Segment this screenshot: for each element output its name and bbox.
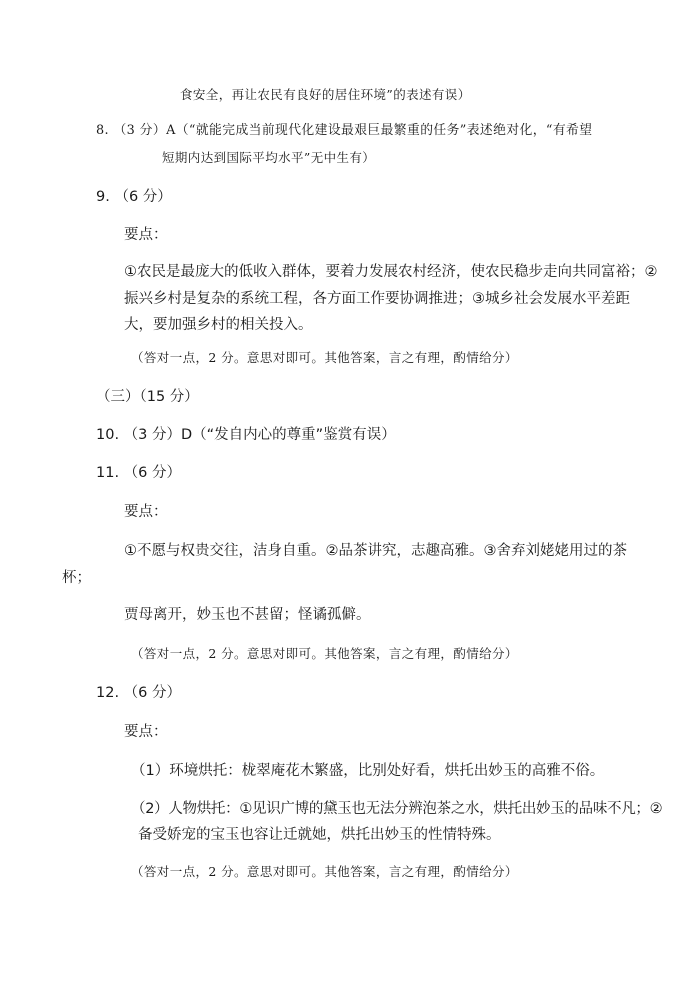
- q10-answer: 10. （3 分）D（“发自内心的尊重”鉴赏有误）: [96, 427, 396, 443]
- q11-answer-line-2: 杯；: [62, 570, 91, 586]
- q11-heading: 11. （6 分）: [96, 465, 182, 481]
- q9-answer-line-3: 大，要加强乡村的相关投入。: [124, 317, 313, 333]
- q12-answer-line-3: 备受娇宠的宝玉也容让迁就她，烘托出妙玉的性情特殊。: [138, 827, 501, 843]
- q7-continuation: 食安全，再让农民有良好的居住环境”的表述有误）: [180, 87, 471, 102]
- q11-answer-line-3: 贾母离开，妙玉也不甚留；怪谲孤僻。: [124, 607, 371, 623]
- q11-answer-line-1: ①不愿与权贵交往，洁身自重。②品茶讲究，志趣高雅。③舍弃刘姥姥用过的茶: [124, 543, 627, 559]
- q9-scoring-note: （答对一点，2 分。意思对即可。其他答案，言之有理，酌情给分）: [131, 350, 518, 365]
- q9-answer-line-1: ①农民是最庞大的低收入群体，要着力发展农村经济，使农民稳步走向共同富裕；②: [124, 264, 658, 280]
- q9-answer-line-2: 振兴乡村是复杂的系统工程，各方面工作要协调推进；③城乡社会发展水平差距: [124, 291, 630, 307]
- q12-answer-line-2: （2）人物烘托：①见识广博的黛玉也无法分辨泡茶之水，烘托出妙玉的品味不凡；②: [131, 801, 663, 817]
- q11-scoring-note: （答对一点，2 分。意思对即可。其他答案，言之有理，酌情给分）: [131, 646, 518, 661]
- q9-heading: 9. （6 分）: [96, 189, 172, 205]
- q12-heading: 12. （6 分）: [96, 685, 182, 701]
- q8-answer-continued: 短期内达到国际平均水平”无中生有）: [162, 150, 376, 165]
- q12-answer-line-1: （1）环境烘托：栊翠庵花木繁盛，比别处好看，烘托出妙玉的高雅不俗。: [131, 763, 605, 779]
- q9-key-points-label: 要点：: [124, 227, 168, 243]
- q12-key-points-label: 要点：: [124, 724, 168, 740]
- q8-answer: 8. （3 分）A（“就能完成当前现代化建设最艰巨最繁重的任务”表述绝对化，“有希望: [96, 123, 593, 138]
- section-3-heading: （三）（15 分）: [96, 389, 199, 405]
- q11-key-points-label: 要点：: [124, 504, 168, 520]
- q12-scoring-note: （答对一点，2 分。意思对即可。其他答案，言之有理，酌情给分）: [131, 864, 518, 879]
